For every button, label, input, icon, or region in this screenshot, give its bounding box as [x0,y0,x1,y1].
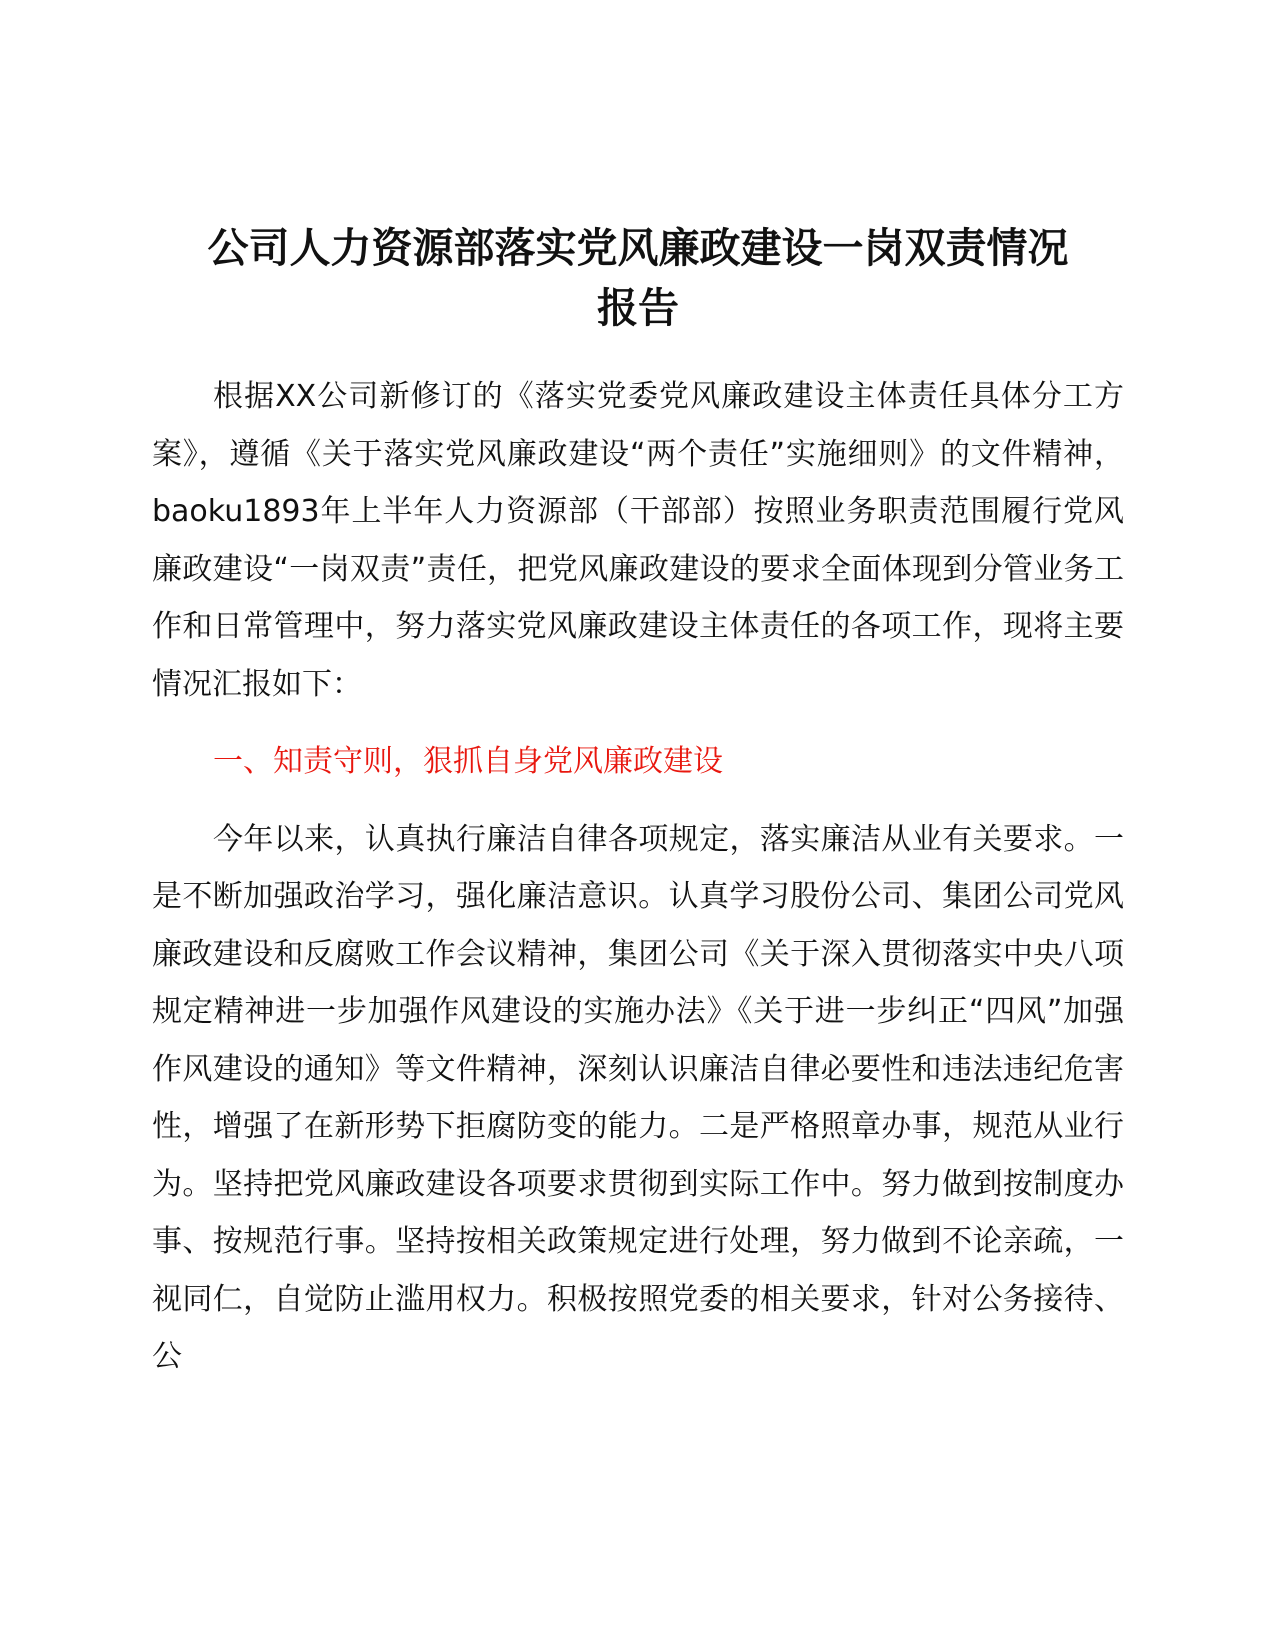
section-1-paragraph: 今年以来，认真执行廉洁自律各项规定，落实廉洁从业有关要求。一是不断加强政治学习，强化廉洁意识。认真学习股份公司、集团公司党风廉政建设和反腐败工作会议精神，集团公司《关于深入贯彻落实中央八项规定精神进一步加强作风建设的实施办法》《关于进一步纠正“四风”加强作风建设的通知》等文件精神，深刻认识廉洁自律必要性和违法违纪危害性，增强了在新形势下拒腐防变的能力。二是严格照章办事，规范从业行为。坚持把党风廉政建设各项要求贯彻到实际工作中。努力做到按制度办事、按规范行事。坚持按相关政策规定进行处理，努力做到不论亲疏，一视同仁，自觉防止滥用权力。积极按照党委的相关要求，针对公务接待、公 [152,821,1124,1374]
title-line-2: 报告 [597,284,679,332]
intro-paragraph: 根据XX公司新修订的《落实党委党风廉政建设主体责任具体分工方案》，遵循《关于落实党风廉政建设“两个责任”实施细则》的文件精神，baoku1893年上半年人力资源部（干部部）按照业务职责范围履行党风廉政建设“一岗双责”责任，把党风廉政建设的要求全面体现到分管业务工作和日常管理中，努力落实党风廉政建设主体责任的各项工作，现将主要情况汇报如下： [152,379,1124,702]
title-line-1: 公司人力资源部落实党风廉政建设一岗双责情况 [207,224,1069,272]
document-body [152,218,1124,1386]
document-title [152,218,1124,338]
section-heading-1: 一、知责守则，狠抓自身党风廉政建设 [213,744,723,779]
